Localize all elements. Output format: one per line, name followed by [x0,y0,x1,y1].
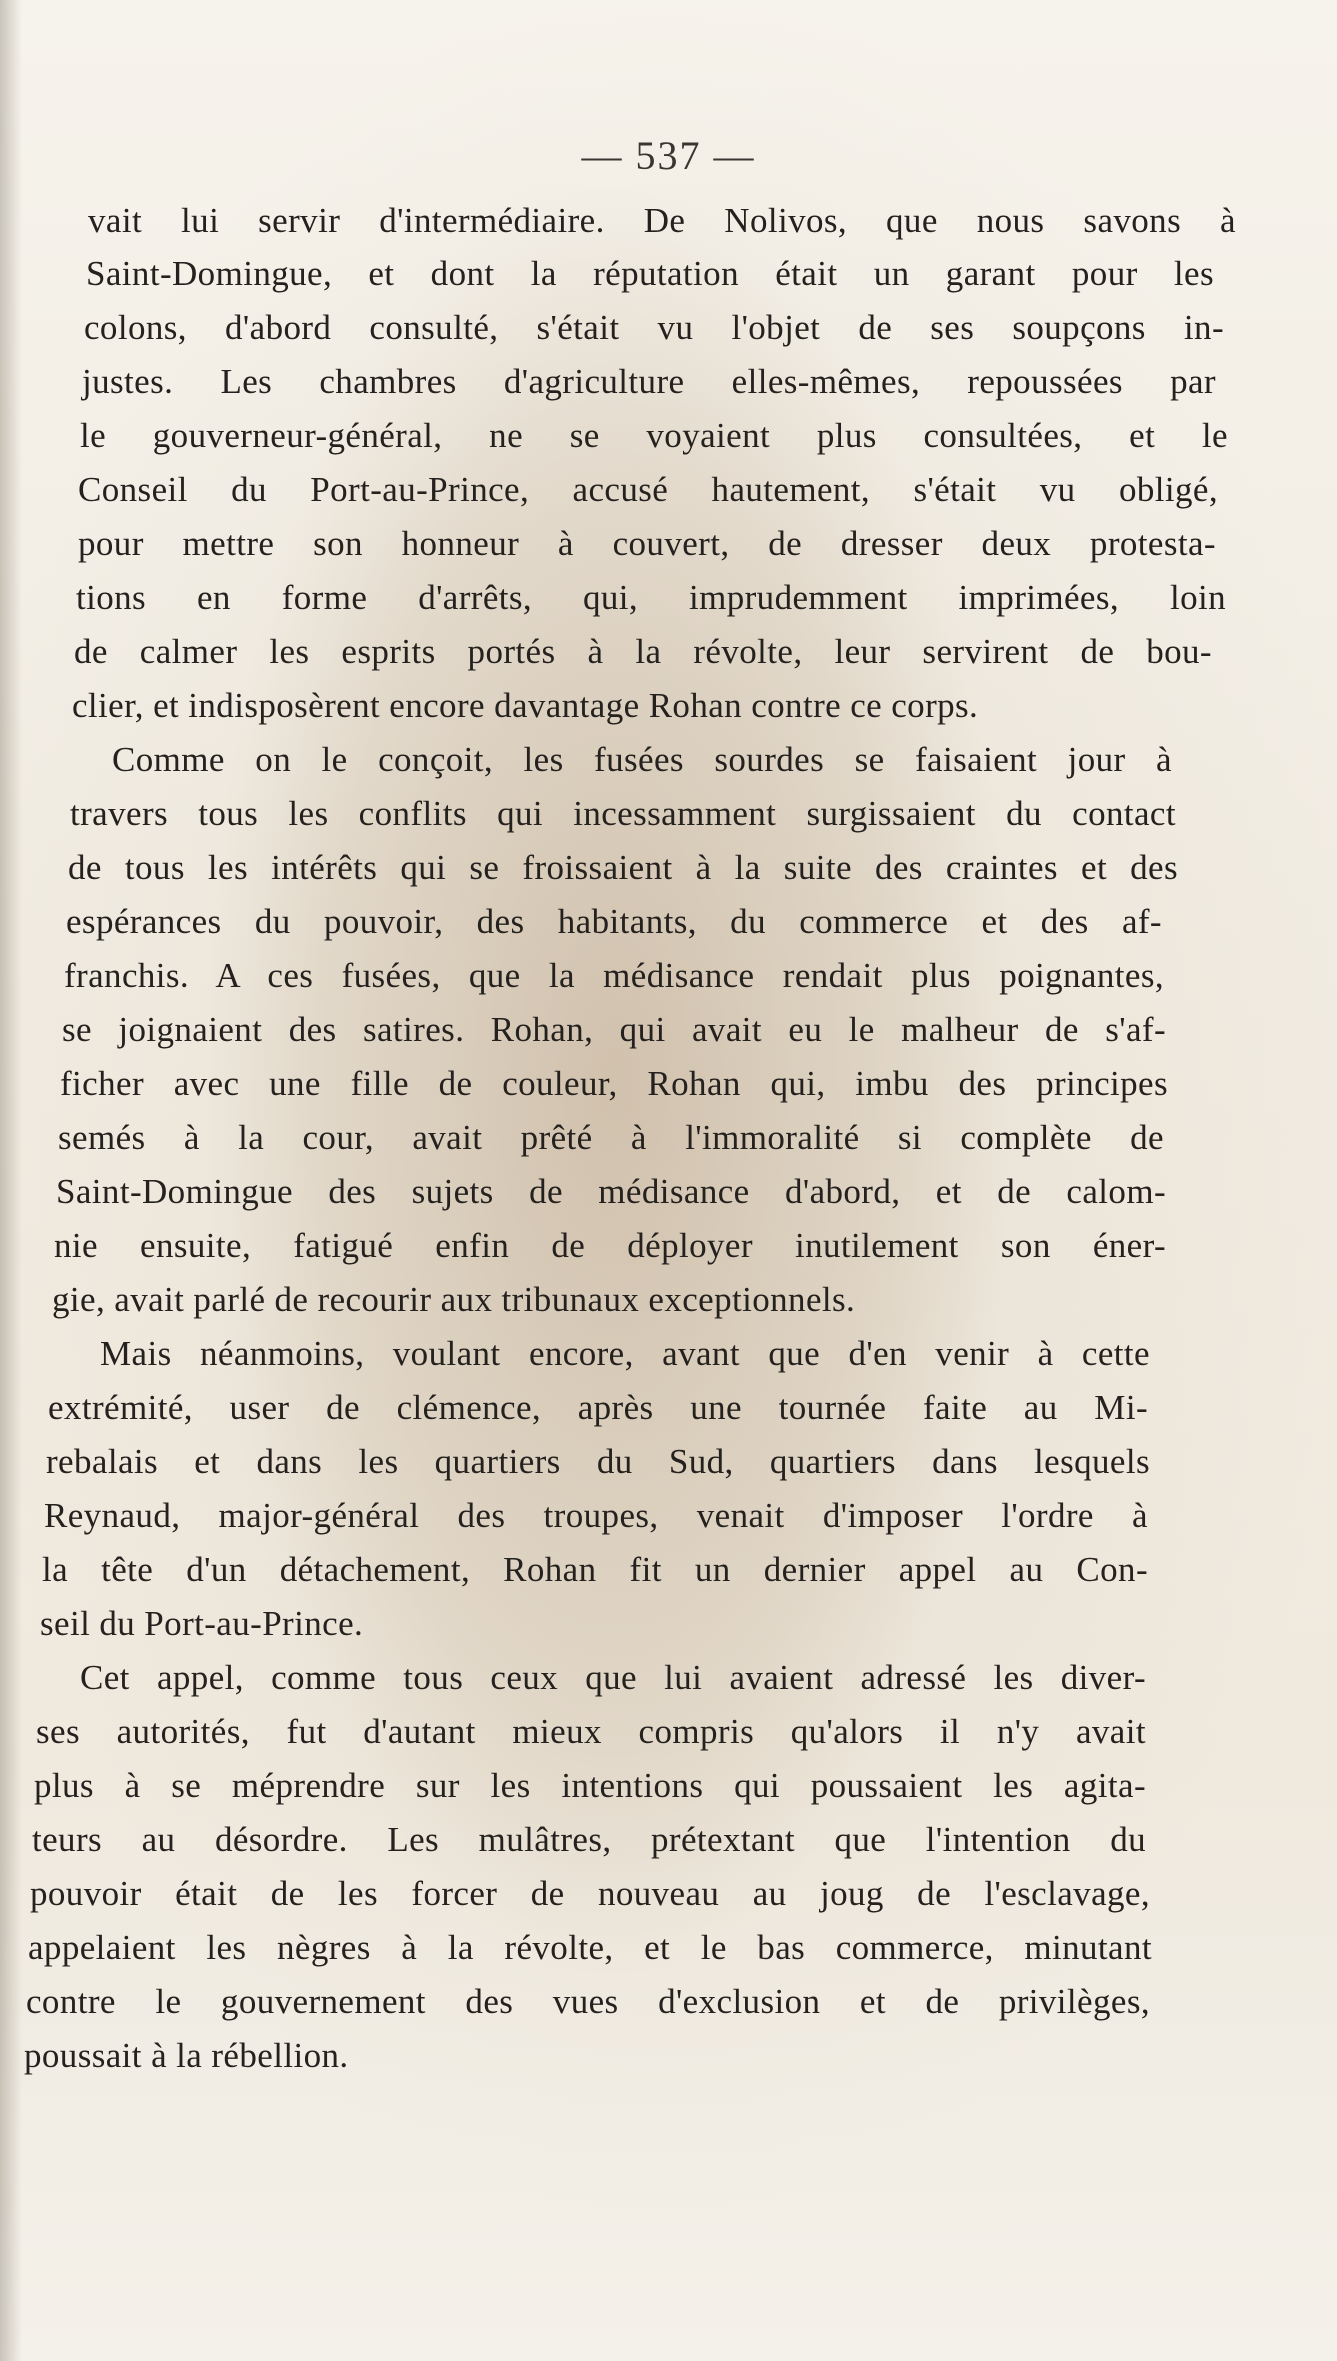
text-line: semés à la cour, avait prêté à l'immoralité si complète de [58,1118,1164,1157]
text-line: Cet appel, comme tous ceux que lui avaient adressé les diver- [80,1658,1146,1697]
text-line: ficher avec une fille de couleur, Rohan qui, imbu des principes [60,1064,1168,1103]
text-line: Reynaud, major-général des troupes, venait d'imposer l'ordre à [44,1496,1148,1535]
text-line: pour mettre son honneur à couvert, de dresser deux protesta- [78,524,1216,563]
text-line: Saint-Domingue des sujets de médisance d'abord, et de calom- [56,1172,1166,1211]
text-line: appelaient les nègres à la révolte, et le bas commerce, minutant [28,1928,1152,1967]
text-line: vait lui servir d'intermédiaire. De Nolivos, que nous savons à [88,201,1236,240]
text-line: de tous les intérêts qui se froissaient à la suite des craintes et des [68,848,1178,887]
text-line: se joignaient des satires. Rohan, qui avait eu le malheur de s'af- [62,1010,1166,1049]
text-line: travers tous les conflits qui incessamment surgissaient du contact [70,794,1176,833]
text-line: Mais néanmoins, voulant encore, avant que d'en venir à cette [100,1334,1150,1373]
text-line: clier, et indisposèrent encore davantage Rohan contre ce corps. [72,686,979,725]
text-line: Saint-Domingue, et dont la réputation était un garant pour les [86,254,1214,293]
text-line: gie, avait parlé de recourir aux tribunaux exceptionnels. [52,1280,856,1319]
text-line: seil du Port-au-Prince. [40,1604,364,1643]
text-line: justes. Les chambres d'agriculture elles-mêmes, repoussées par [82,362,1216,401]
text-line: poussait à la rébellion. [24,2036,349,2075]
text-line: pouvoir était de les forcer de nouveau au joug de l'esclavage, [30,1874,1150,1913]
text-line: Conseil du Port-au-Prince, accusé hautement, s'était vu obligé, [78,470,1218,509]
text-line: Comme on le conçoit, les fusées sourdes se faisaient jour à [112,740,1172,779]
text-line: la tête d'un détachement, Rohan fit un dernier appel au Con- [42,1550,1148,1589]
text-line: tions en forme d'arrêts, qui, imprudemment imprimées, loin [76,578,1226,617]
text-line: ses autorités, fut d'autant mieux compris qu'alors il n'y avait [36,1712,1146,1751]
text-line: franchis. A ces fusées, que la médisance rendait plus poignantes, [64,956,1164,995]
text-line: nie ensuite, fatigué enfin de déployer inutilement son éner- [54,1226,1166,1265]
text-line: le gouverneur-général, ne se voyaient plus consultées, et le [80,416,1228,455]
text-line: de calmer les esprits portés à la révolte, leur servirent de bou- [74,632,1212,671]
text-line: rebalais et dans les quartiers du Sud, quartiers dans lesquels [46,1442,1150,1481]
text-line: contre le gouvernement des vues d'exclusion et de privilèges, [26,1982,1150,2021]
text-line: espérances du pouvoir, des habitants, du commerce et des af- [66,902,1162,941]
text-line: plus à se méprendre sur les intentions qui poussaient les agita- [34,1766,1146,1805]
text-line: extrémité, user de clémence, après une tournée faite au Mi- [48,1388,1148,1427]
text-line: teurs au désordre. Les mulâtres, prétextant que l'intention du [32,1820,1146,1859]
page-number: — 537 — [581,133,756,178]
text-line: colons, d'abord consulté, s'était vu l'objet de ses soupçons in- [84,308,1224,347]
